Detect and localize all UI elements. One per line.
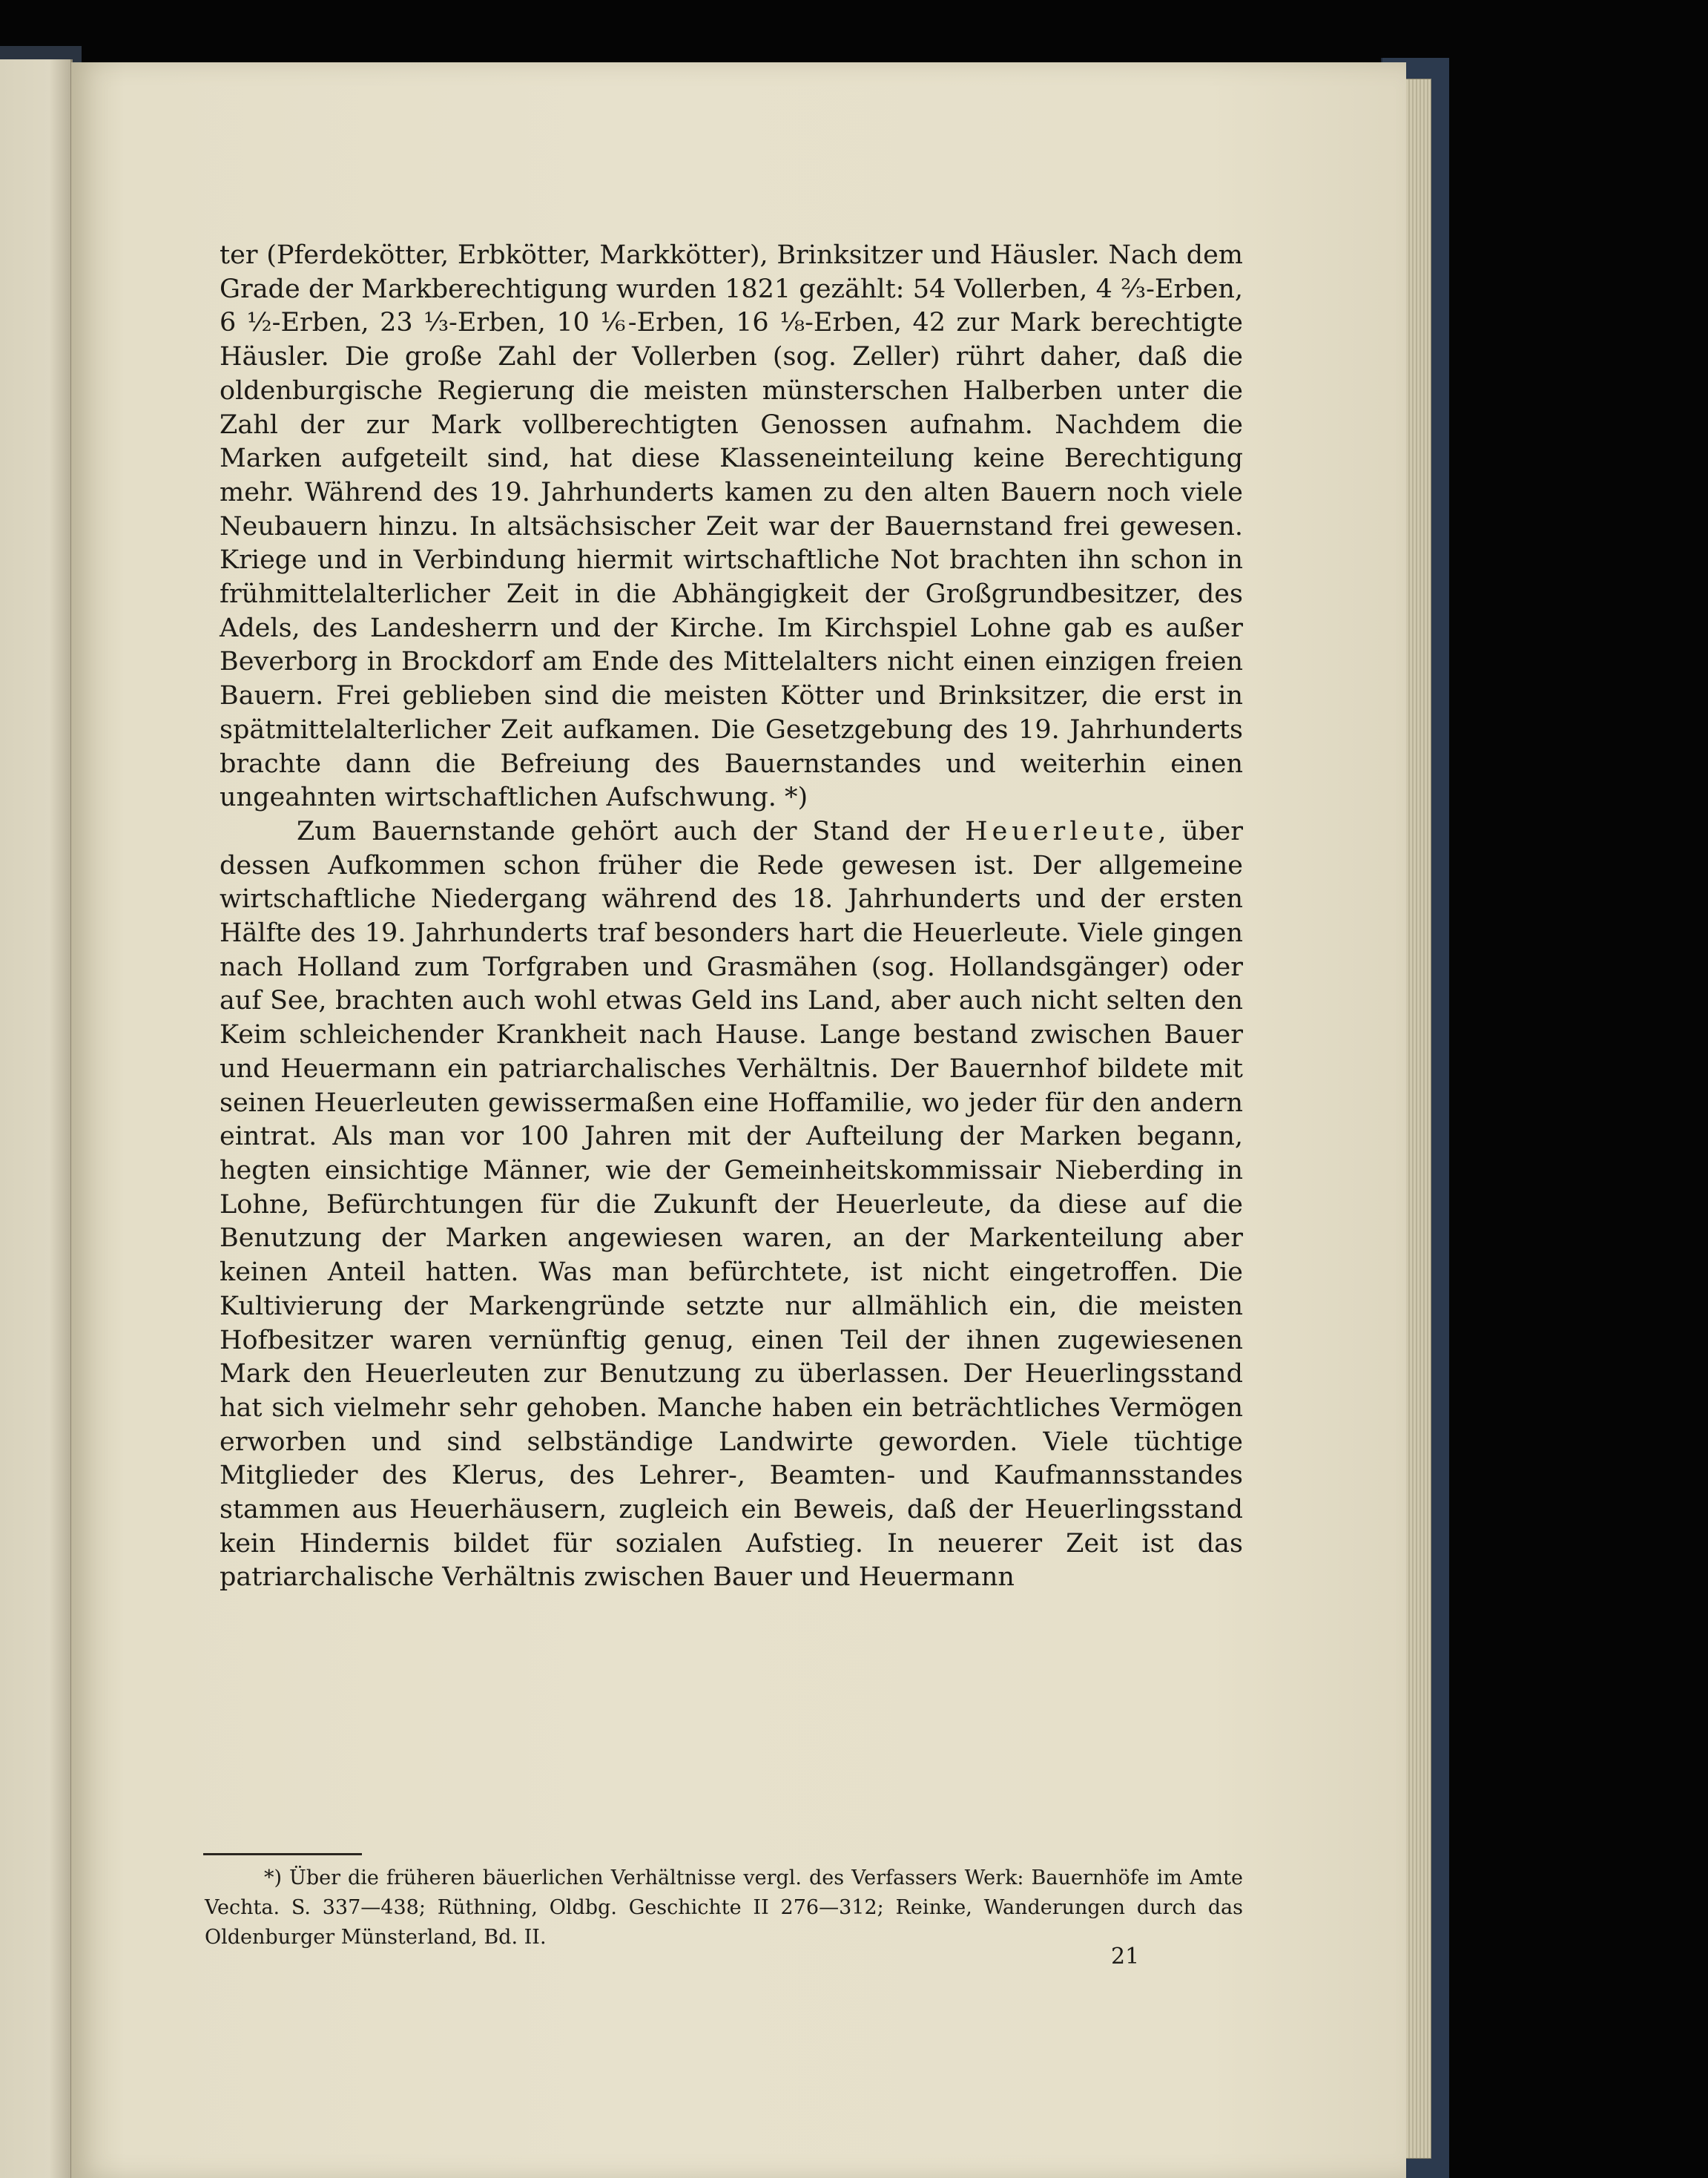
- paragraph-2-start: Zum Bauernstande gehört auch der Stand der: [297, 816, 966, 846]
- body-text: [220, 239, 1243, 1595]
- footnote-text: *) Über die früheren bäuerlichen Verhältnisse vergl. des Verfassers Werk: Bauernhöfe im Amte Vechta. S. 337—438; Rüthning, Oldbg. Geschichte II 276—312; Reinke, Wanderungen durch das Oldenburger Münsterland, Bd. II.: [205, 1866, 1243, 1949]
- paragraph-1: ter (Pferdekötter, Erbkötter, Markkötter), Brinksitzer und Häusler. Nach dem Grade der Markberechtigung wurden 1821 gezählt: 54 Vollerben, 4 ⅔-Erben, 6 ½-Erben, 23 ⅓-Erben, 10 ⅙-Erben, 16 ⅛-Erben, 42 zur Mark berechtigte Häusler. Die große Zahl der Vollerben (sog. Zeller) rührt daher, daß die oldenburgische Regierung die meisten münsterschen Halberben unter die Zahl der zur Mark vollberechtigten Genossen aufnahm. Nachdem die Marken aufgeteilt sind, hat diese Klasseneinteilung keine Berechtigung mehr. Während des 19. Jahrhunderts kamen zu den alten Bauern noch viele Neubauern hinzu. In altsächsischer Zeit war der Bauernstand frei gewesen. Kriege und in Verbindung hiermit wirtschaftliche Not brachten ihn schon in frühmittelalterlicher Zeit in die Abhängigkeit der Großgrundbesitzer, des Adels, des Landesherrn und der Kirche. Im Kirchspiel Lohne gab es außer Beverborg in Brockdorf am Ende des Mittelalters nicht einen einzigen freien Bauern. Frei geblieben sind die meisten Kötter und Brinksitzer, die erst in spätmittelalterlicher Zeit aufkamen. Die Gesetzgebung des 19. Jahrhunderts brachte dann die Befreiung des Bauernstandes und weiterhin einen ungeahnten wirtschaftlichen Aufschwung. *): [220, 240, 1243, 813]
- book-page: [71, 62, 1406, 2178]
- paragraph-2: [220, 815, 1243, 1595]
- footnote-rule: [203, 1853, 362, 1855]
- page-number: 21: [1111, 1944, 1140, 1970]
- paragraph-2-rest: , über dessen Aufkommen schon früher die Rede gewesen ist. Der allgemeine wirtschaftliche Niedergang während des 18. Jahrhunderts und der ersten Hälfte des 19. Jahrhunderts traf besonders hart die Heuerleute. Viele gingen nach Holland zum Torfgraben und Grasmähen (sog. Hollandsgänger) oder auf See, brachten auch wohl etwas Geld ins Land, aber auch nicht selten den Keim schleichender Krankheit nach Hause. Lange bestand zwischen Bauer und Heuermann ein patriarchalisches Verhältnis. Der Bauernhof bildete mit seinen Heuerleuten gewissermaßen eine Hoffamilie, wo jeder für den andern eintrat. Als man vor 100 Jahren mit der Aufteilung der Marken begann, hegten einsichtige Männer, wie der Gemeinheitskommissair Nieberding in Lohne, Befürchtungen für die Zukunft der Heuerleute, da diese auf die Benutzung der Marken angewiesen waren, an der Markenteilung aber keinen Anteil hatten. Was man befürchtete, ist nicht eingetroffen. Die Kultivierung der Markengründe setzte nur allmählich ein, die meisten Hofbesitzer waren vernünftig genug, einen Teil der ihnen zugewiesenen Mark den Heuerleuten zur Benutzung zu überlassen. Der Heuerlingsstand hat sich vielmehr sehr gehoben. Manche haben ein beträchtliches Vermögen erworben und sind selbständige Landwirte geworden. Viele tüchtige Mitglieder des Klerus, des Lehrer-, Beamten- und Kaufmannsstandes stammen aus Heuerhäusern, zugleich ein Beweis, daß der Heuerlingsstand kein Hindernis bildet für sozialen Aufstieg. In neuerer Zeit ist das patriarchalische Verhältnis zwischen Bauer und Heuermann: [220, 816, 1243, 1593]
- footnote: [205, 1863, 1243, 1952]
- left-page-edge: [0, 59, 73, 2178]
- paragraph-2-spaced-term: Heuerleute: [965, 816, 1158, 846]
